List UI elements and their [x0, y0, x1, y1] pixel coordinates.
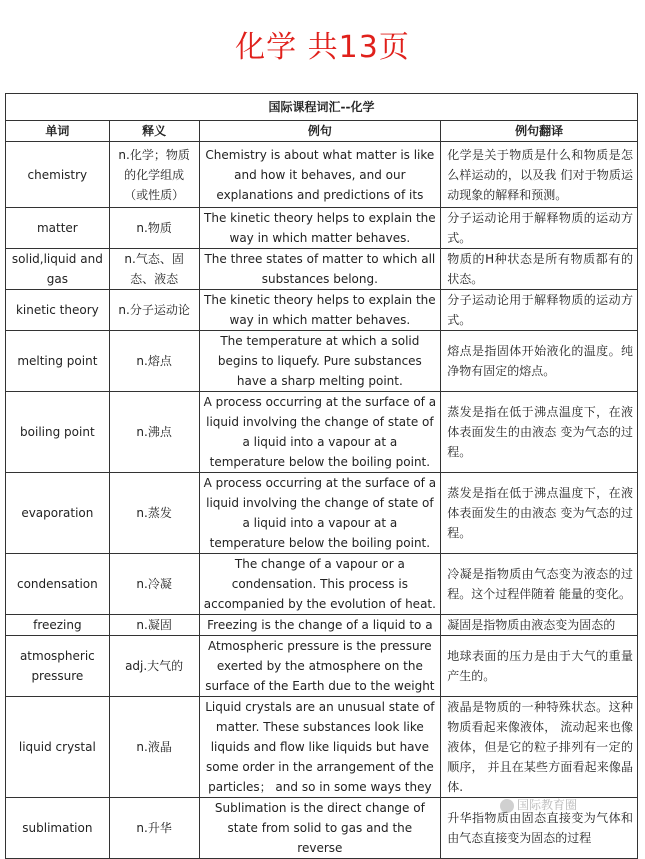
- table-row: [6, 249, 638, 290]
- example-cell: A process occurring at the surface of a liquid involving the change of state of a liquid into a vapour at a temperature below the boiling point.: [199, 473, 441, 554]
- definition-cell: n.升华: [109, 798, 199, 859]
- table-row: [6, 697, 638, 798]
- translation-cell: 化学是关于物质是什么和物质是怎么样运动的，以及我 们对于物质运动现象的解释和预测。: [441, 142, 638, 208]
- example-cell: The three states of matter to which all substances belong.: [199, 249, 441, 290]
- translation-cell: 升华指物质由固态直接变为气体和由气态直接变为固态的过程: [441, 798, 638, 859]
- translation-cell: 蒸发是指在低于沸点温度下，在液体表面发生的由液态 变为气态的过程。: [441, 473, 638, 554]
- table-title: 国际课程词汇--化学: [6, 94, 638, 121]
- word-cell: condensation: [6, 554, 110, 615]
- word-cell: atmospheric pressure: [6, 636, 110, 697]
- translation-cell: 液晶是物质的一种特殊状态。这种物质看起来像液体， 流动起来也像液体，但是它的粒子排列有一定的顺序， 并且在某些方面看起来像晶体.: [441, 697, 638, 798]
- table-header-row: [6, 121, 638, 142]
- example-cell: The change of a vapour or a condensation. This process is accompanied by the evolution of heat.: [199, 554, 441, 615]
- header-translation: 例句翻译: [441, 121, 638, 142]
- word-cell: kinetic theory: [6, 290, 110, 331]
- example-cell: Liquid crystals are an unusual state of matter. These substances look like liquids and flow like liquids but have some order in the arrangement of the particles； and so in some ways they: [199, 697, 441, 798]
- word-cell: freezing: [6, 615, 110, 636]
- translation-cell: 分子运动论用于解释物质的运动方式。: [441, 290, 638, 331]
- translation-cell: 凝固是指物质由液态变为固态的: [441, 615, 638, 636]
- definition-cell: n.分子运动论: [109, 290, 199, 331]
- translation-cell: 熔点是指固体开始液化的温度。纯净物有固定的熔点。: [441, 331, 638, 392]
- definition-cell: n.凝固: [109, 615, 199, 636]
- definition-cell: n.沸点: [109, 392, 199, 473]
- translation-cell: 物质的H种状态是所有物质都有的状态。: [441, 249, 638, 290]
- word-cell: melting point: [6, 331, 110, 392]
- example-cell: Freezing is the change of a liquid to a: [199, 615, 441, 636]
- definition-cell: n.熔点: [109, 331, 199, 392]
- example-cell: The temperature at which a solid begins to liquefy. Pure substances have a sharp melting point.: [199, 331, 441, 392]
- translation-cell: 地球表面的压力是由于大气的重量产生的。: [441, 636, 638, 697]
- word-cell: boiling point: [6, 392, 110, 473]
- watermark-logo-icon: [500, 799, 514, 813]
- definition-cell: n.物质: [109, 208, 199, 249]
- page-title: 化学 共13页: [235, 30, 410, 65]
- example-cell: Atmospheric pressure is the pressure exerted by the atmosphere on the surface of the Earth due to the weight: [199, 636, 441, 697]
- definition-cell: adj.大气的: [109, 636, 199, 697]
- watermark-text: 国际教育圈: [517, 798, 578, 812]
- table-row: [6, 142, 638, 208]
- definition-cell: n.冷凝: [109, 554, 199, 615]
- definition-cell: n.蒸发: [109, 473, 199, 554]
- example-cell: Sublimation is the direct change of state from solid to gas and the reverse: [199, 798, 441, 859]
- table-row: [6, 473, 638, 554]
- word-cell: matter: [6, 208, 110, 249]
- translation-cell: 分子运动论用于解释物质的运动方式。: [441, 208, 638, 249]
- table-row: [6, 554, 638, 615]
- header-definition: 释义: [109, 121, 199, 142]
- header-example: 例句: [199, 121, 441, 142]
- example-cell: The kinetic theory helps to explain the way in which matter behaves.: [199, 208, 441, 249]
- table-row: [6, 208, 638, 249]
- definition-cell: n.液晶: [109, 697, 199, 798]
- definition-cell: n.气态、固态、液态: [109, 249, 199, 290]
- definition-cell: n.化学；物质的化学组成（或性质）: [109, 142, 199, 208]
- translation-cell: 蒸发是指在低于沸点温度下，在液体表面发生的由液态 变为气态的过程。: [441, 392, 638, 473]
- word-cell: liquid crystal: [6, 697, 110, 798]
- table-row: [6, 636, 638, 697]
- word-cell: solid,liquid and gas: [6, 249, 110, 290]
- table-row: [6, 331, 638, 392]
- table-row: [6, 392, 638, 473]
- example-cell: A process occurring at the surface of a liquid involving the change of state of a liquid into a vapour at a temperature below the boiling point.: [199, 392, 441, 473]
- table-row: [6, 290, 638, 331]
- word-cell: evaporation: [6, 473, 110, 554]
- watermark: [500, 796, 577, 813]
- word-cell: sublimation: [6, 798, 110, 859]
- table-row: [6, 615, 638, 636]
- vocabulary-table: [5, 93, 638, 859]
- example-cell: Chemistry is about what matter is like and how it behaves, and our explanations and predictions of its: [199, 142, 441, 208]
- translation-cell: 冷凝是指物质由气态变为液态的过程。这个过程伴随着 能量的变化。: [441, 554, 638, 615]
- example-cell: The kinetic theory helps to explain the way in which matter behaves.: [199, 290, 441, 331]
- word-cell: chemistry: [6, 142, 110, 208]
- header-word: 单词: [6, 121, 110, 142]
